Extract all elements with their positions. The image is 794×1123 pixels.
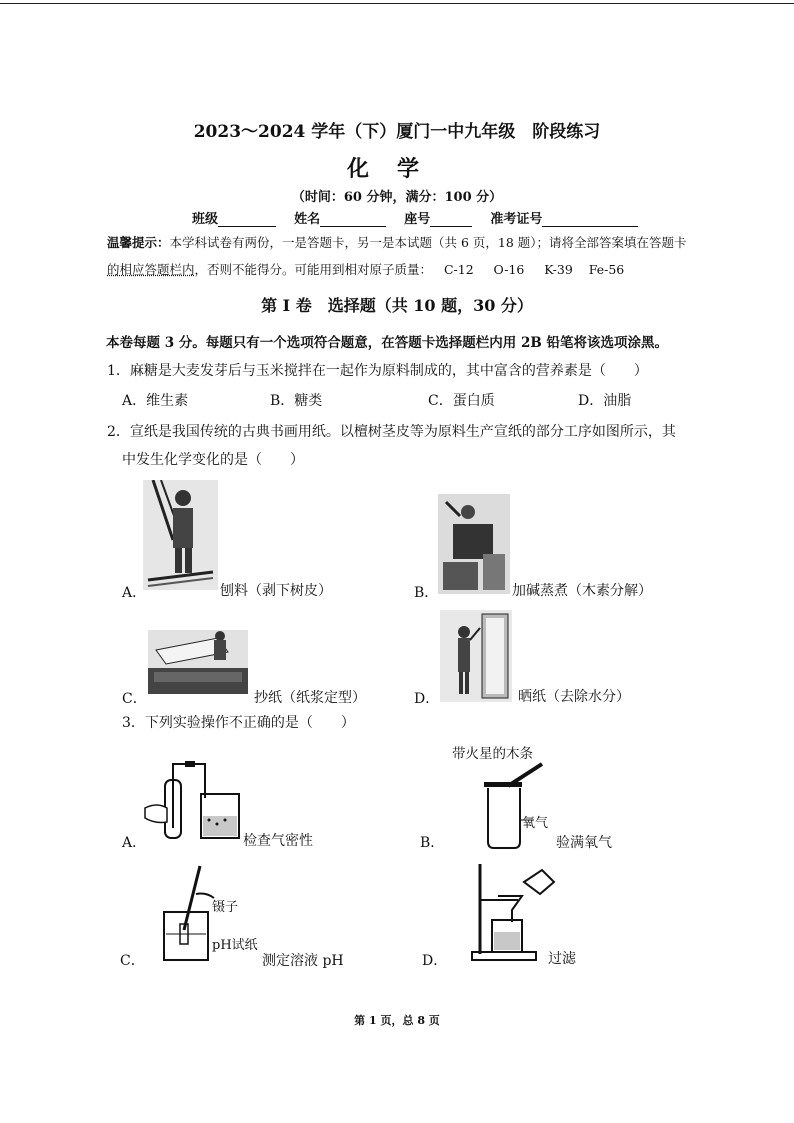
scan-edge-line <box>0 3 794 4</box>
field-class-blank <box>218 212 276 227</box>
q1-option-a: A．维生素 <box>122 393 189 409</box>
field-exam-id-blank <box>542 212 638 227</box>
q2-option-c-caption: 抄纸（纸浆定型） <box>254 690 366 706</box>
section-title: 第 I 卷 选择题（共 10 题，30 分） <box>261 296 533 315</box>
atomic-mass-k: K-39 <box>544 262 573 277</box>
question-2-line-2: 中发生化学变化的是（ ） <box>122 452 304 468</box>
subject-title: 化学 <box>346 156 447 182</box>
q3b-label-glowing-splint: 带火星的木条 <box>452 746 533 762</box>
q3-option-c-label: C． <box>120 953 145 969</box>
question-2-line-1: 2．宣纸是我国传统的古典书画用纸。以檀树茎皮等为原料生产宣纸的部分工序如图所示，其 <box>107 424 676 440</box>
atomic-mass-c: C-12 <box>443 262 474 277</box>
figure-q2d-drying <box>440 610 512 702</box>
page-footer: 第 1 页，总 8 页 <box>354 1014 440 1027</box>
q3-option-d-caption: 过滤 <box>548 951 576 967</box>
atomic-mass-fe: Fe-56 <box>588 262 625 277</box>
q3c-label-tweezers: 镊子 <box>212 900 239 915</box>
field-class-label: 班级 <box>192 212 219 227</box>
q2-option-c-label: C． <box>122 691 147 707</box>
q2-option-b-caption: 加碱蒸煮（木素分解） <box>512 583 652 599</box>
student-info-fields <box>192 208 638 227</box>
figure-q3b-oxygen-test <box>478 762 548 852</box>
figure-q3a-airtightness-check <box>143 758 243 848</box>
q3-option-a-label: A． <box>122 835 147 851</box>
figure-q2b-steaming <box>438 494 510 594</box>
q3-option-c-caption: 测定溶液 pH <box>262 953 344 969</box>
tip-text-2: ，否则不能得分。可能用到相对原子质量： <box>194 262 433 277</box>
tip-text-1: 本学科试卷有两份，一是答题卡，另一是本试题（共 6 页，18 题）；请将全部答案填在答题卡 <box>169 235 687 250</box>
field-seat-blank <box>430 212 472 227</box>
figure-q2c-paper-making <box>148 630 248 694</box>
q2-option-d-label: D． <box>414 691 440 707</box>
atomic-mass-o: O-16 <box>493 262 525 277</box>
q3-option-b-label: B． <box>420 835 445 851</box>
q1-option-b: B．糖类 <box>270 393 323 409</box>
q3-option-a-caption: 检查气密性 <box>243 833 313 849</box>
tip-label: 温馨提示： <box>107 235 170 250</box>
field-name-blank <box>320 212 386 227</box>
q3-option-b-caption: 验满氧气 <box>556 835 612 851</box>
exam-title: 2023～2024 学年（下）厦门一中九年级 阶段练习 <box>193 122 601 142</box>
q1-option-d: D．油脂 <box>578 393 632 409</box>
question-3-text: 3．下列实验操作不正确的是（ ） <box>122 715 355 731</box>
q3b-label-oxygen: 氧气 <box>522 816 549 831</box>
field-seat-label: 座号 <box>404 212 431 227</box>
q2-option-d-caption: 晒纸（去除水分） <box>518 689 630 705</box>
tip-line-2 <box>107 260 624 278</box>
time-info: （时间：60 分钟，满分：100 分） <box>291 190 503 205</box>
q2-option-a-caption: 刨料（剥下树皮） <box>220 583 332 599</box>
tip-line-1 <box>107 233 687 251</box>
tip-text-dotted: 的相应答题栏内 <box>107 262 195 277</box>
q1-option-c: C．蛋白质 <box>428 393 495 409</box>
section-instructions: 本卷每题 3 分。每题只有一个选项符合题意，在答题卡选择题栏内用 2B 铅笔将该选项涂黑。 <box>106 335 668 351</box>
question-1-text: 1．麻糖是大麦发芽后与玉米搅拌在一起作为原料制成的，其中富含的营养素是（ ） <box>107 363 648 379</box>
figure-q3d-filtration <box>470 860 558 966</box>
q3c-label-ph-paper: pH试纸 <box>212 938 258 953</box>
field-name-label: 姓名 <box>294 212 321 227</box>
field-exam-id-label: 准考证号 <box>490 212 543 227</box>
q2-option-a-label: A． <box>122 585 147 601</box>
q3-option-d-label: D． <box>422 953 448 969</box>
q2-option-b-label: B． <box>414 585 439 601</box>
figure-q2a-peeling <box>143 480 218 590</box>
